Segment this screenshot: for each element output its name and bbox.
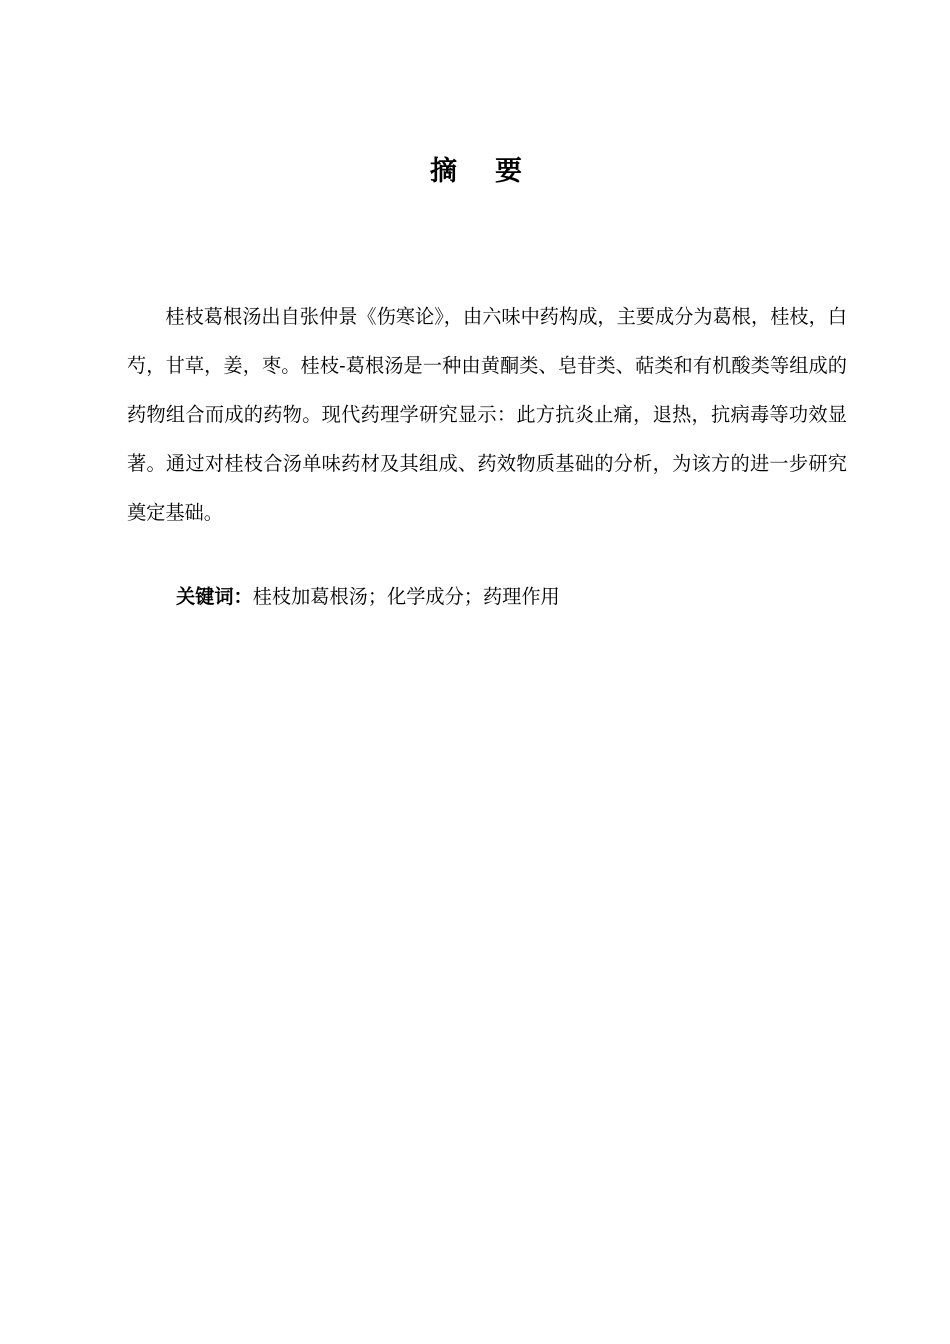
keywords-line	[176, 577, 856, 617]
keywords-text: 桂枝加葛根汤；化学成分；药理作用	[252, 585, 560, 608]
abstract-paragraph: 桂枝葛根汤出自张仲景《伤寒论》，由六味中药构成，主要成分为葛根，桂枝，白芍，甘草，姜，枣。桂枝-葛根汤是一种由黄酮类、皂苷类、萜类和有机酸类等组成的药物组合而成的药物。现代药理学研究显示：此方抗炎止痛，退热，抗病毒等功效显著。通过对桂枝合汤单味药材及其组成、药效物质基础的分析，为该方的进一步研究奠定基础。	[127, 305, 847, 524]
keywords-label: 关键词：	[176, 585, 253, 608]
page-title: 摘要	[430, 156, 560, 187]
